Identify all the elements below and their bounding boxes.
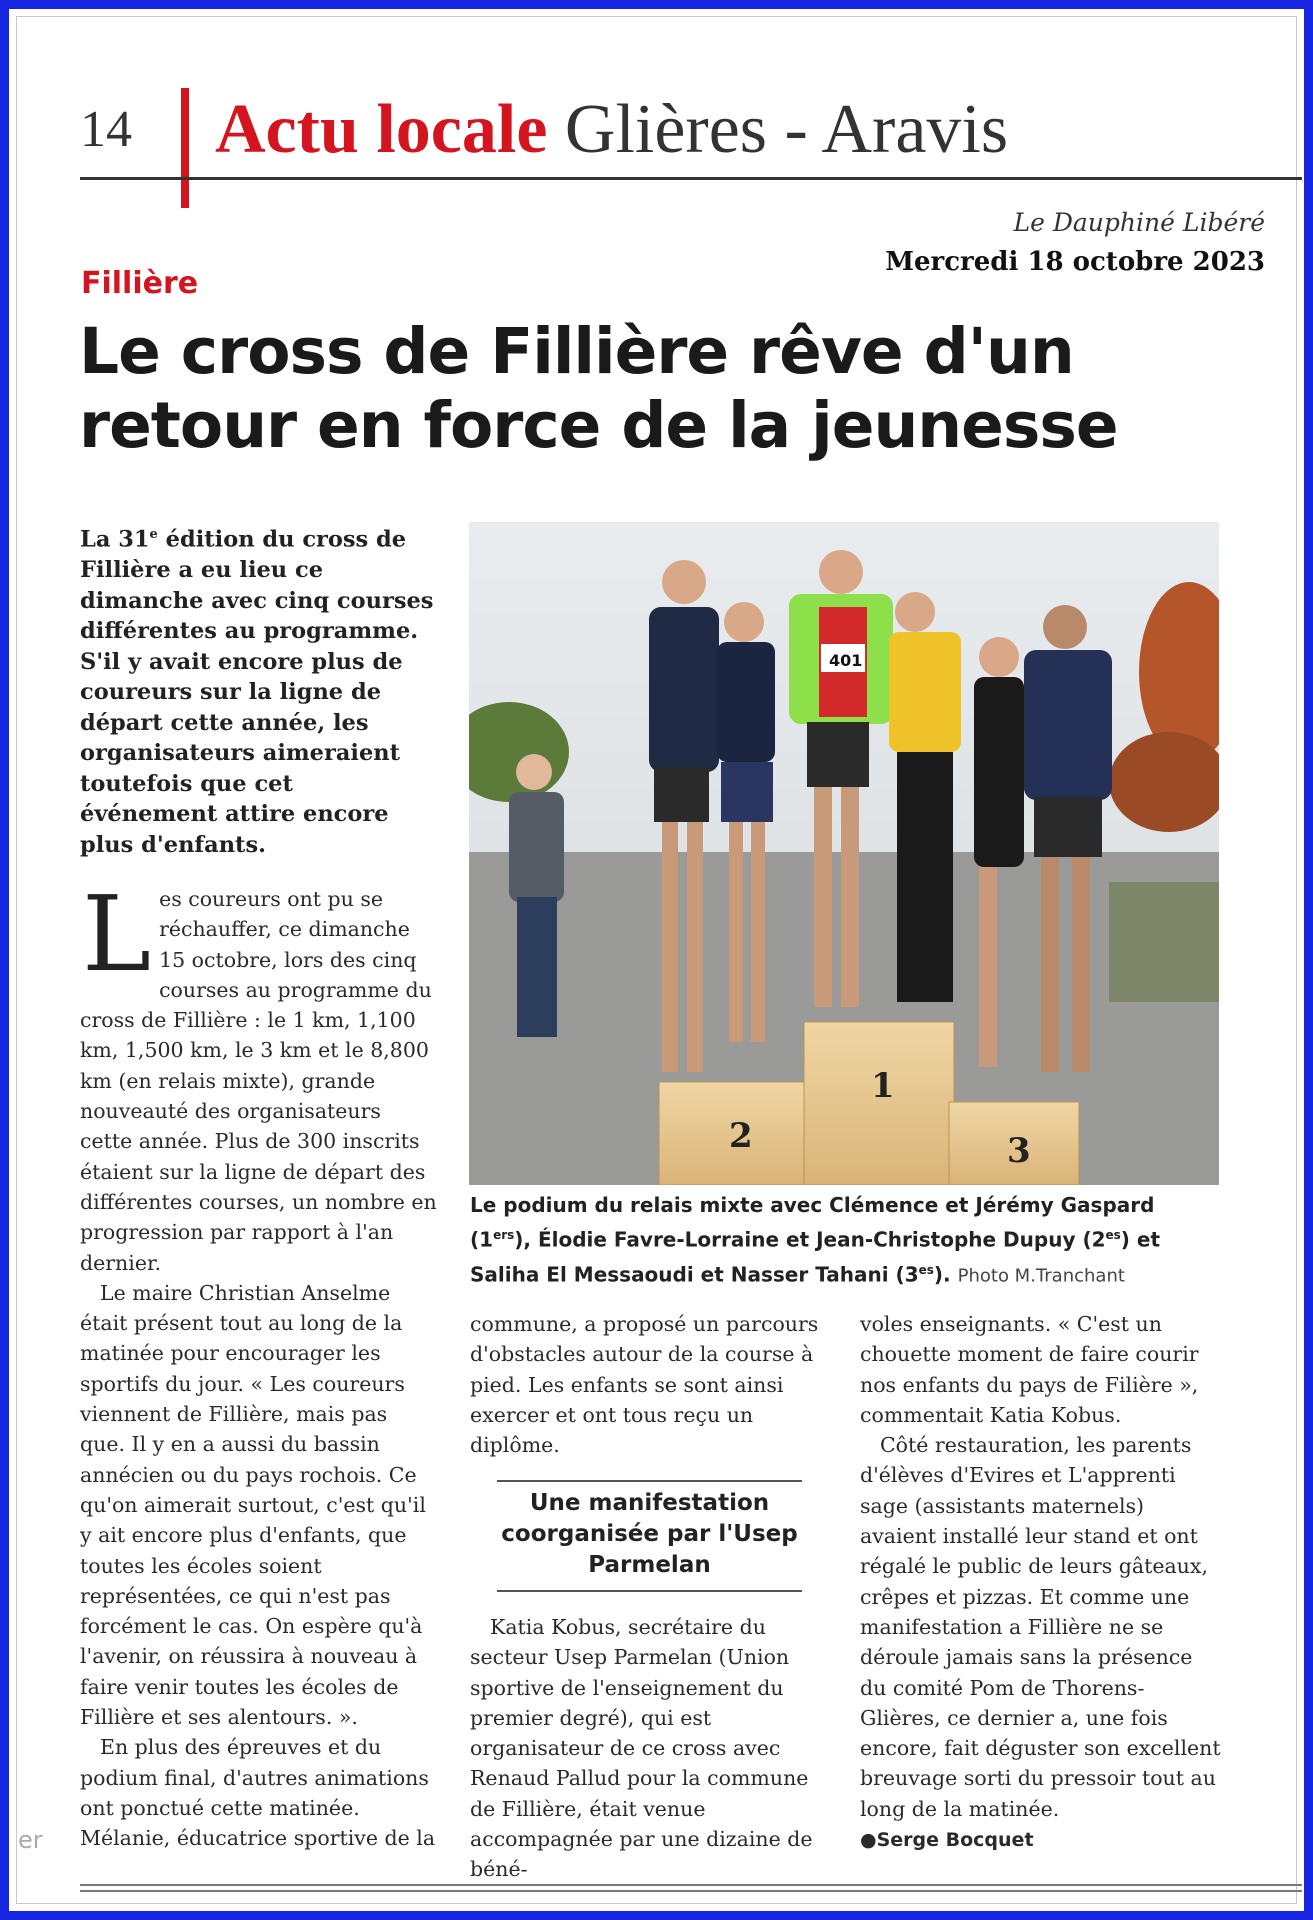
- bib-number: 401: [829, 651, 863, 670]
- paragraph-2: Le maire Christian Anselme était présent tout au long de la matinée pour encourager les sportifs du jour. « Les coureurs viennent de Fillière, mais pas que. Il y en a aussi du bassin annécien ou du pays rochois. Ce qu'on aimerait surtout, c'est qu'il y ait encore plus d'enfants, que toutes les écoles soient représentées, ce qui n'est pas forcément le cas. On espère qu'à l'avenir, on réussira à nouveau à faire venir toutes les écoles de Fillière et ses alentours. ».: [80, 1280, 426, 1730]
- podium-photo-illustration: [469, 522, 1219, 1185]
- lead-text-start: La 31: [80, 526, 150, 553]
- section-accent-bar: [181, 88, 189, 208]
- article-column-3: [860, 1309, 1222, 1855]
- paragraph-7: Côté restauration, les parents d'élèves d'Evires et L'apprenti sage (assistants maternels) avaient installé leur stand et ont régalé le public de leurs gâteaux, crêpes et pizzas. Et comme une manifestation a Fillière ne se déroule jamais sans la présence du comité Pom de Thorens-Glières, ce dernier a, une fois encore, fait déguster son excellent breuvage sorti du pressoir tout au long de la matinée.: [860, 1433, 1221, 1821]
- region-name: Glières - Aravis: [564, 91, 1009, 168]
- caption-part-2: ), Élodie Favre-Lorraine et Jean-Christophe Dupuy (2: [514, 1227, 1106, 1252]
- article-lead: [80, 520, 435, 860]
- paragraph-5: [470, 1612, 830, 1885]
- paragraph-3: En plus des épreuves et du podium final, d'autres animations ont ponctué cette matinée. Mélanie, éducatrice sportive de la: [80, 1735, 436, 1851]
- signature-bullet: ●: [860, 1829, 877, 1852]
- page-number: 14: [80, 101, 132, 158]
- footer-rule-1: [80, 1884, 1302, 1886]
- article-kicker: Fillière: [81, 266, 199, 301]
- signature: [860, 1824, 1222, 1855]
- photo-credit: Photo M.Tranchant: [957, 1265, 1125, 1287]
- paragraph-1: [80, 873, 438, 1278]
- drop-cap: L: [82, 873, 152, 995]
- caption-sup-1: ers: [493, 1228, 515, 1242]
- box-rule-top: [497, 1480, 802, 1482]
- newspaper-name: Le Dauphiné Libéré: [1013, 208, 1265, 237]
- caption-part-1: Le podium du relais mixte avec Clémence et Jérémy Gaspard (1: [470, 1193, 1155, 1252]
- lead-superscript: e: [149, 527, 158, 542]
- box-rule-bottom: [497, 1590, 802, 1592]
- photo-caption: [470, 1190, 1220, 1291]
- author-name: Serge Bocquet: [876, 1829, 1034, 1852]
- publication-date: Mercredi 18 octobre 2023: [885, 247, 1265, 277]
- article-column-1: [80, 873, 438, 1854]
- paragraph-1-text: es coureurs ont pu se réchauffer, ce dimanche 15 octobre, lors des cinq courses au programme du cross de Fillière : le 1 km, 1,100 km, 1,500 km, le 3 km et le 8,800 km (en relais mixte), grande nouveauté des organisateurs cette année. Plus de 300 inscrits étaient sur la ligne de départ des différentes courses, un nombre en progression par rapport à l'an dernier.: [80, 887, 437, 1275]
- podium-number-3: 3: [1007, 1131, 1031, 1171]
- podium-number-1: 1: [871, 1066, 895, 1106]
- section-name: Actu locale: [215, 91, 548, 168]
- article-column-2: [470, 1309, 830, 1460]
- footer-rule-2: [80, 1890, 1302, 1892]
- caption-sup-2: es: [1105, 1228, 1121, 1242]
- caption-part-4: ).: [933, 1262, 951, 1287]
- margin-fragment: er: [18, 1826, 43, 1854]
- podium-photo: [469, 522, 1219, 1185]
- article-headline: Le cross de Fillière rêve d'un retour en force de la jeunesse: [79, 315, 1118, 462]
- caption-part-3: ) et Saliha El Messaoudi et Nasser Tahani (3: [470, 1227, 1161, 1287]
- caption-sup-3: es: [918, 1262, 934, 1277]
- lead-text-rest: édition du cross de Fillière a eu lieu ce dimanche avec cinq courses différentes au programme. S'il y avait encore plus de coureurs sur la ligne de départ cette année, les organisateurs aimeraient toutefois que cet événement attire encore plus d'enfants.: [80, 526, 434, 858]
- paragraph-5-text: Katia Kobus, secrétaire du secteur Usep Parmelan (Union sportive de l'enseignement du premier degré), qui est organisateur de ce cross avec Renaud Pallud pour la commune de Fillière, était venue accompagnée par une dizaine de béné-: [470, 1615, 813, 1882]
- subhead-box-title: Une manifestation coorganisée par l'Usep Parmelan: [501, 1490, 798, 1578]
- header-rule: [80, 177, 1302, 180]
- paragraph-4: commune, a proposé un parcours d'obstacles autour de la course à pied. Les enfants se sont ainsi exercer et ont tous reçu un diplôme.: [470, 1312, 819, 1458]
- paragraph-6: voles enseignants. « C'est un chouette moment de faire courir nos enfants du pays de Filière », commentait Katia Kobus.: [860, 1312, 1199, 1427]
- section-title: [215, 90, 1008, 170]
- podium-number-2: 2: [729, 1116, 753, 1156]
